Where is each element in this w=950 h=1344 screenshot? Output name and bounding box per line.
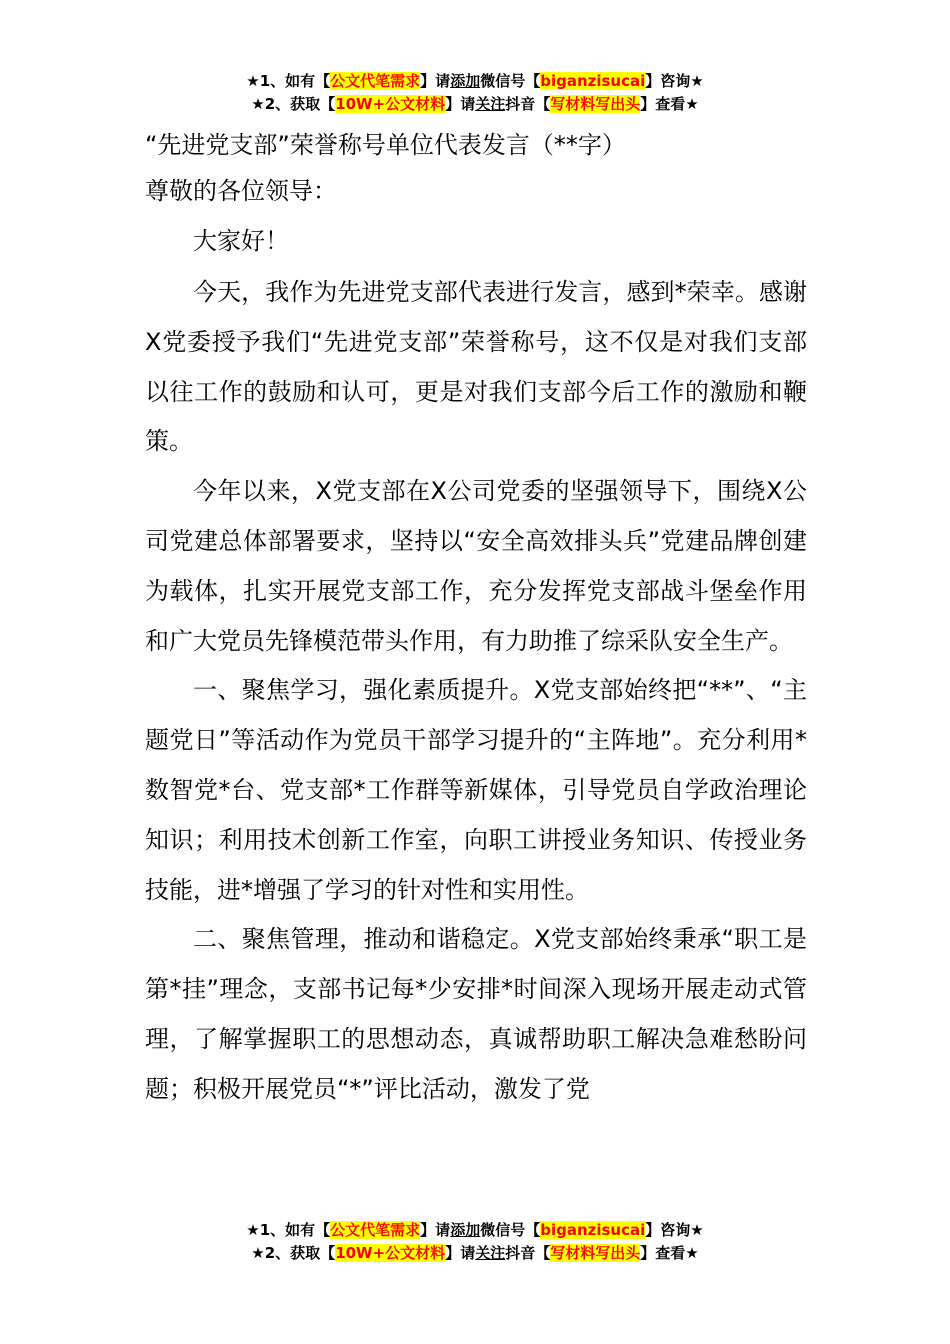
star-icon: ★: [251, 95, 265, 113]
document-title: “先进党支部”荣誉称号单位代表发言（**字）: [145, 131, 626, 159]
paragraph: 今年以来，X党支部在X公司党委的坚强领导下，围绕X公司党建总体部署要求，坚持以“安全高效排头兵”党建品牌创建为载体，扎实开展党支部工作，充分发挥党支部战斗堡垒作用和广大党员先锋模范带头作用，有力助推了综采队安全生产。: [145, 477, 807, 655]
document-body: [145, 122, 807, 1115]
highlight-text: 10W+公文材料: [335, 1244, 446, 1262]
promo-line-1: ★1、如有【公文代笔需求】请添加微信号【biganzisucai】咨询★: [246, 72, 704, 90]
highlight-text: 公文代笔需求: [330, 72, 421, 90]
paragraph: 二、聚焦管理，推动和谐稳定。X党支部始终秉承“职工是第*挂”理念，支部书记每*少安排*时间深入现场开展走动式管理，了解掌握职工的思想动态，真诚帮助职工解决急难愁盼问题；积极开展党员“*”评比活动，激发了党: [145, 925, 807, 1103]
star-icon: ★: [251, 1244, 265, 1262]
highlight-text: 10W+公文材料: [335, 95, 446, 113]
promo-banner-top: [0, 70, 950, 116]
star-icon: ★: [246, 1221, 260, 1239]
highlight-text: biganzisucai: [540, 72, 646, 90]
star-icon: ★: [246, 72, 260, 90]
promo-banner-bottom: [0, 1219, 950, 1265]
paragraph: 今天，我作为先进党支部代表进行发言，感到*荣幸。感谢X党委授予我们“先进党支部”荣誉称号，这不仅是对我们支部以往工作的鼓励和认可，更是对我们支部今后工作的激励和鞭策。: [145, 278, 807, 456]
salutation: 尊敬的各位领导：: [145, 177, 337, 205]
promo-line-2: ★2、获取【10W+公文材料】请关注抖音【写材料写出头】查看★: [251, 95, 699, 113]
promo-line-1: ★1、如有【公文代笔需求】请添加微信号【biganzisucai】咨询★: [246, 1221, 704, 1239]
highlight-text: 公文代笔需求: [330, 1221, 421, 1239]
highlight-text: 写材料写出头: [550, 1244, 641, 1262]
highlight-text: 写材料写出头: [550, 95, 641, 113]
promo-line-2: ★2、获取【10W+公文材料】请关注抖音【写材料写出头】查看★: [251, 1244, 699, 1262]
greeting: 大家好！: [193, 227, 289, 255]
paragraph: 一、聚焦学习，强化素质提升。X党支部始终把“**”、“主题党日”等活动作为党员干部学习提升的“主阵地”。充分利用*数智党*台、党支部*工作群等新媒体，引导党员自学政治理论知识；利用技术创新工作室，向职工讲授业务知识、传授业务技能，进*增强了学习的针对性和实用性。: [145, 676, 807, 904]
highlight-text: biganzisucai: [540, 1221, 646, 1239]
